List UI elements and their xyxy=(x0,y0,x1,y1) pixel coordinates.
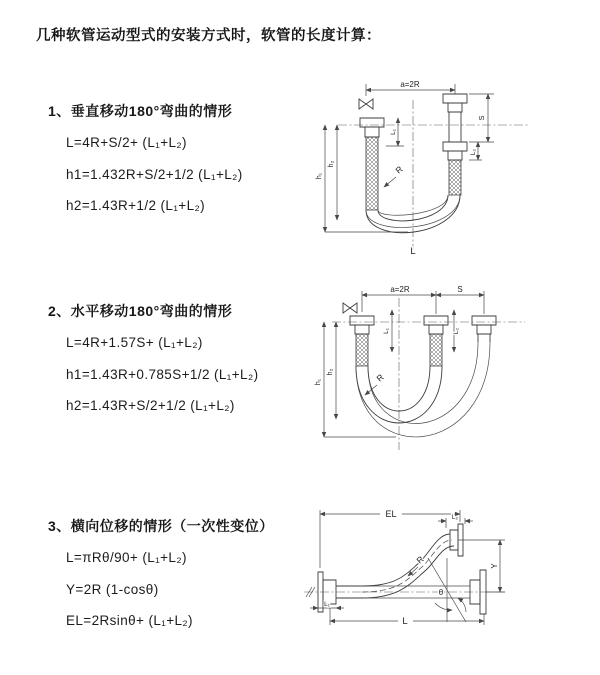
diagram-2-svg xyxy=(310,282,600,462)
length-label: L xyxy=(402,616,408,627)
section-3-formula-EL: EL=2Rsinθ+ (L₁+L₂) xyxy=(66,613,193,628)
diagram-vertical-180-bend xyxy=(310,72,600,257)
page-title: 几种软管运动型式的安装方式时，软管的长度计算： xyxy=(36,28,381,44)
dim-label-span-2: a=2R xyxy=(390,285,410,294)
dim-label-el: EL xyxy=(385,509,397,519)
dim-label-h2: h₂ xyxy=(327,368,334,376)
diagram-horizontal-180-bend xyxy=(310,282,600,462)
dim-label-h1: h₁ xyxy=(316,172,323,180)
section-1-formula-L: L=4R+S/2+ (L₁+L₂) xyxy=(66,135,187,150)
angle-construction xyxy=(428,558,466,622)
section-3 xyxy=(48,516,308,636)
section-2-formula-h2: h2=1.43R+S/2+1/2 (L₁+L₂) xyxy=(66,398,235,413)
dim-label-l2: L₂ xyxy=(470,148,477,156)
length-label: L xyxy=(410,246,416,257)
dim-label-h1: h₁ xyxy=(315,378,322,386)
dim-label-l1: L₁ xyxy=(390,129,397,135)
section-3-formula-L: L=πRθ/90+ (L₁+L₂) xyxy=(66,550,187,565)
dim-label-l2: L₂ xyxy=(453,327,460,335)
section-3-heading: 3、横向位移的情形（一次性变位） xyxy=(48,518,274,534)
valve-icon xyxy=(359,99,373,109)
section-1-formula-h1: h1=1.432R+S/2+1/2 (L₁+L₂) xyxy=(66,167,243,182)
radius-label: R xyxy=(393,163,405,176)
section-2-heading: 2、水平移动180°弯曲的情形 xyxy=(48,303,233,319)
section-2-formula-h1: h1=1.43R+0.785S+1/2 (L₁+L₂) xyxy=(66,367,259,382)
diagram-lateral-displacement xyxy=(300,500,600,650)
hose-loop xyxy=(356,342,490,437)
dim-label-l2: L₂ xyxy=(451,514,459,521)
shifted-hose-end xyxy=(472,316,496,342)
section-3-formula-Y: Y=2R (1-cosθ) xyxy=(66,582,159,597)
dim-label-span-1: a=2R xyxy=(400,80,420,89)
dim-label-h2: h₂ xyxy=(328,160,335,168)
dim-label-s: S xyxy=(477,115,486,121)
left-hose-end xyxy=(360,118,384,210)
dim-label-l1: L₁ xyxy=(383,328,390,334)
diagram-3-svg xyxy=(300,500,600,650)
dim-label-y: Y xyxy=(490,563,499,569)
radius-label: R xyxy=(414,553,426,566)
dim-label-l1: L₁ xyxy=(324,601,330,608)
valve-icon xyxy=(343,303,357,313)
radius-label: R xyxy=(374,371,386,384)
section-2-formula-L: L=4R+1.57S+ (L₁+L₂) xyxy=(66,335,203,350)
left-hose-end xyxy=(350,316,374,366)
section-1-formula-h2: h2=1.43R+1/2 (L₁+L₂) xyxy=(66,198,206,213)
section-1 xyxy=(48,101,308,221)
angle-label: θ xyxy=(438,588,444,597)
section-2 xyxy=(48,301,308,421)
section-1-heading: 1、垂直移动180°弯曲的情形 xyxy=(48,103,233,119)
middle-hose-end xyxy=(424,316,448,366)
displaced-hose xyxy=(362,524,463,598)
diagram-1-svg xyxy=(310,72,600,257)
dim-label-s-2: S xyxy=(457,285,463,294)
right-hose-end xyxy=(443,94,467,195)
